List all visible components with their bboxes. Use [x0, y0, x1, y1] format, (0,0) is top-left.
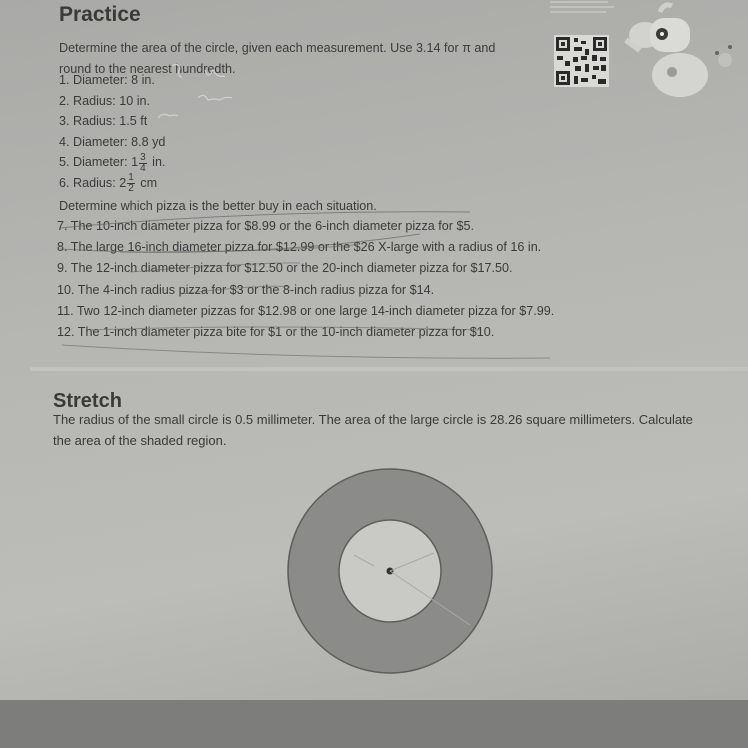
- robot-mascot-icon: [620, 0, 748, 110]
- problem-6: [59, 173, 165, 194]
- circle-area-problem-list: [59, 70, 165, 194]
- problem-5-unit: in.: [152, 155, 166, 170]
- problem-8: 8. The large 16-inch diameter pizza for $12.99 or the $26 X-large with a radius of 16 in.: [57, 240, 542, 255]
- stretch-title: Stretch: [53, 390, 122, 412]
- qr-caption: [548, 0, 618, 23]
- problem-6-prefix: 6. Radius: 2: [59, 175, 127, 190]
- practice-title: Practice: [59, 3, 141, 26]
- problem-7: 7. The 10-inch diameter pizza for $8.99 or the 6-inch diameter pizza for $5.: [57, 219, 474, 233]
- practice-instructions: Determine the area of the circle, given each measurement. Use 3.14 for π and round to the nearest hundredth.: [59, 41, 496, 76]
- section-divider: [30, 367, 748, 371]
- problem-5-denominator: 4: [140, 162, 146, 174]
- problem-5-numerator: 3: [140, 151, 146, 163]
- problem-4: 4. Diameter: 8.8 yd: [59, 134, 166, 149]
- pizza-problem-list: [57, 216, 554, 343]
- pizza-instructions: Determine which pizza is the better buy in each situation.: [59, 199, 377, 213]
- stretch-problem-text: The radius of the small circle is 0.5 millimeter. The area of the large circle is 28.26 square millimeters. Calculate the area of the shaded region.: [53, 412, 693, 448]
- concentric-circles-diagram: [284, 465, 496, 677]
- problem-6-denominator: 2: [128, 183, 134, 195]
- qr-code-icon[interactable]: [554, 35, 609, 87]
- problem-3: 3. Radius: 1.5 ft: [59, 114, 148, 129]
- problem-5: [59, 152, 165, 173]
- problem-11: 11. Two 12-inch diameter pizzas for $12.98 or one large 14-inch diameter pizza for $7.99.: [57, 303, 555, 318]
- problem-2: 2. Radius: 10 in.: [59, 93, 151, 108]
- page-shadow: [0, 700, 748, 748]
- problem-6-fraction: [127, 173, 135, 194]
- problem-1: 1. Diameter: 8 in.: [59, 73, 155, 87]
- problem-6-unit: cm: [140, 175, 158, 190]
- problem-10: 10. The 4-inch radius pizza for $3 or the 8-inch radius pizza for $14.: [57, 282, 435, 297]
- problem-12: 12. The 1-inch diameter pizza bite for $1 or the 10-inch diameter pizza for $10.: [57, 324, 495, 339]
- problem-9: 9. The 12-inch diameter pizza for $12.50 or the 20-inch diameter pizza for $17.50.: [57, 261, 513, 276]
- problem-5-fraction: [139, 153, 147, 174]
- problem-5-prefix: 5. Diameter: 1: [59, 155, 139, 170]
- problem-6-numerator: 1: [128, 172, 134, 184]
